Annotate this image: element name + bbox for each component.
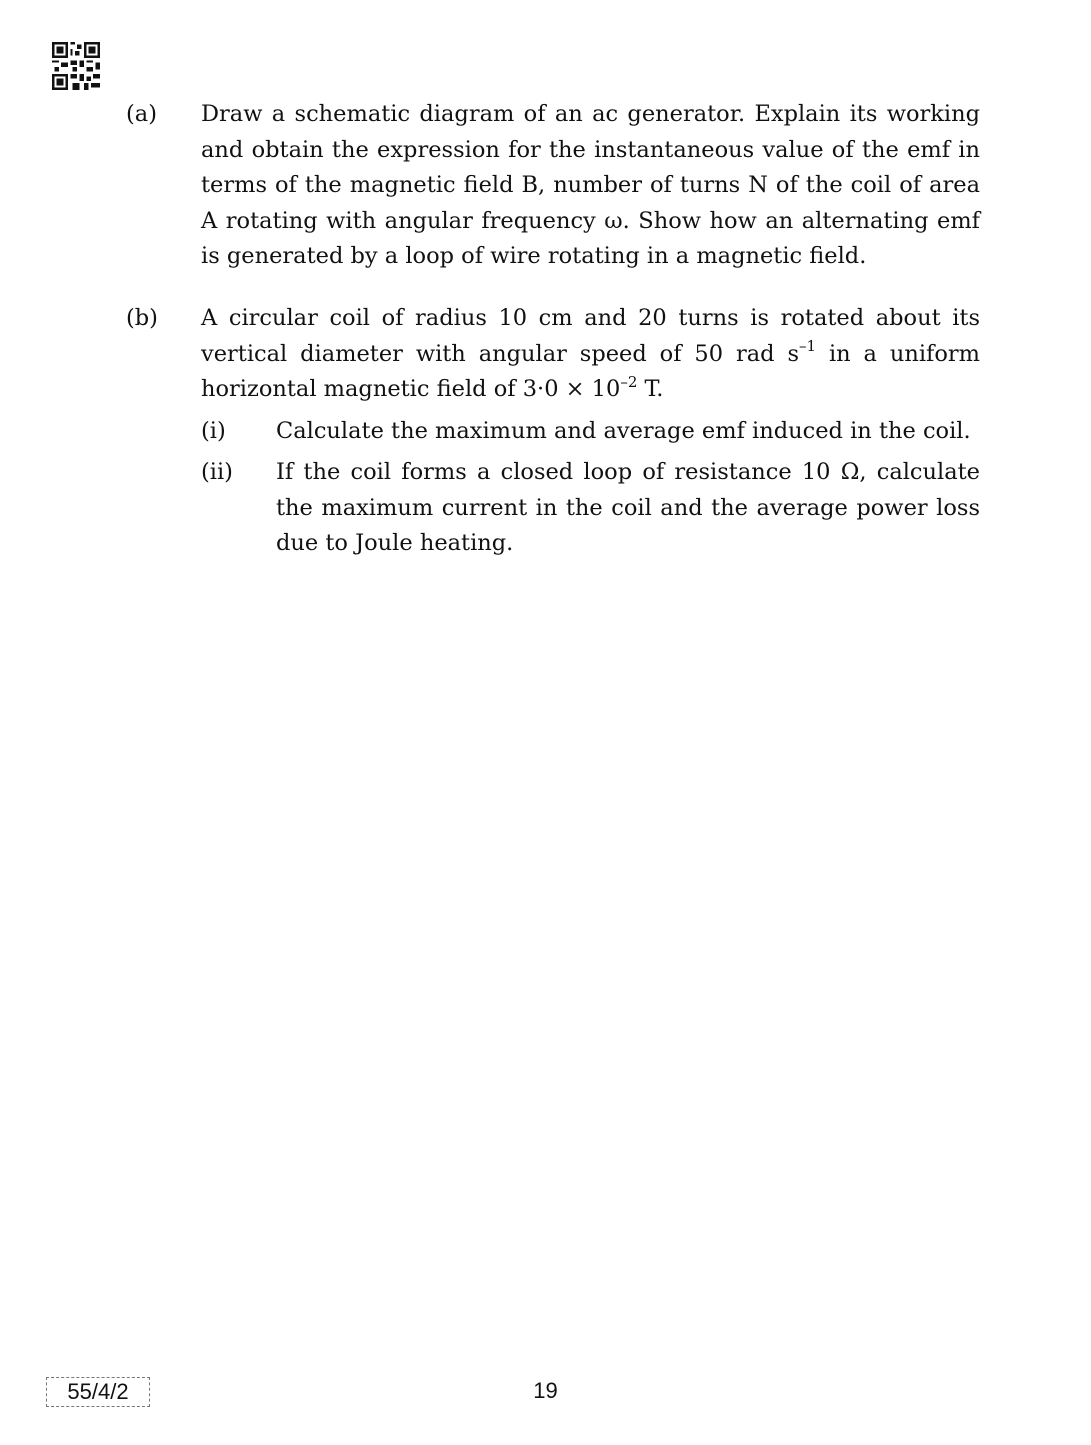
question-b-label: (b) [126,305,158,331]
subpart-i-label: (i) [201,418,226,444]
question-b-text-part3: T. [637,376,664,402]
subpart-i-text: Calculate the maximum and average emf induced in the coil. [276,418,971,444]
paper-code-box: 55/4/2 [46,1377,150,1407]
question-b-text-part2: in a uniform horizontal magnetic field of 3·0 × 10 [201,340,980,402]
page-number: 19 [533,1378,558,1403]
qr-code-icon [52,42,100,90]
question-b-text [201,301,980,408]
question-a [126,97,980,275]
subpart-ii-text: If the coil forms a closed loop of resistance 10 Ω, calculate the maximum current in the coil and the average power loss due to Joule heating. [276,459,980,556]
question-a-text: Draw a schematic diagram of an ac generator. Explain its working and obtain the expression for the instantaneous value of the emf in terms of the magnetic field B, number of turns N of the coil of area A rotating with angular frequency ω. Show how an alternating emf is generated by a loop of wire rotating in a magnetic field. [201,101,980,269]
question-b-text-part1: A circular coil of radius 10 cm and 20 turns is rotated about its vertical diameter with angular speed of 50 rad s [201,305,980,367]
superscript-minus-two: –2 [620,372,638,391]
question-a-label: (a) [126,101,157,127]
superscript-minus-one: –1 [799,337,817,355]
subpart-ii-label: (ii) [201,459,233,485]
question-b [126,301,980,408]
subpart-i [201,414,980,450]
subpart-ii [201,455,980,562]
